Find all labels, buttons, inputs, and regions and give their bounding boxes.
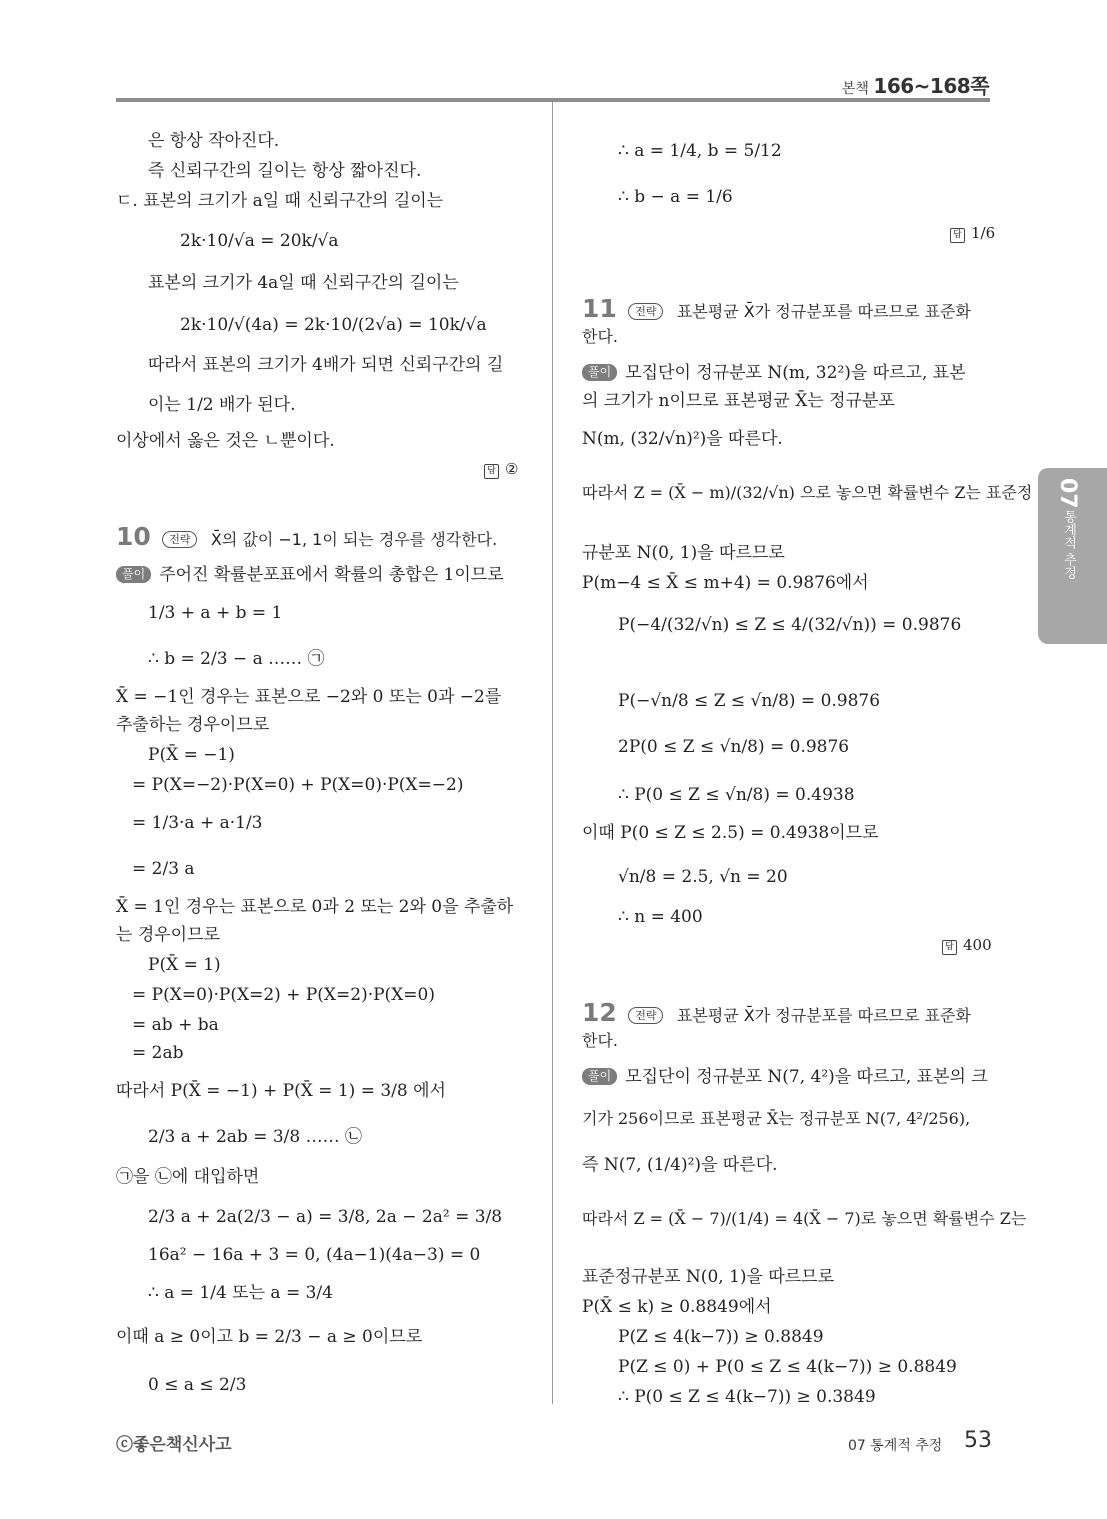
- text-line: 이상에서 옳은 것은 ㄴ뿐이다.: [116, 431, 335, 451]
- solution-line: [582, 362, 966, 384]
- formula-line: 2k·10/√(4a) = 2k·10/(2√a) = 10k/√a: [180, 315, 487, 335]
- solution-tag: 풀이: [116, 566, 151, 583]
- formula-line: 16a² − 16a + 3 = 0, (4a−1)(4a−3) = 0: [148, 1245, 481, 1265]
- header-book-ref-prefix: 본책: [841, 81, 869, 97]
- problem-11-number: 11: [582, 294, 617, 323]
- answer-box-icon: 답: [950, 228, 965, 243]
- text-line: 표준정규분포 N(0, 1)을 따르므로: [582, 1267, 835, 1287]
- chapter-side-tab-number: 07: [1055, 478, 1080, 509]
- answer-11-value: 400: [963, 936, 992, 954]
- text-line: 즉 신뢰구간의 길이는 항상 짧아진다.: [148, 161, 422, 181]
- formula-line: ∴ b − a = 1/6: [618, 187, 733, 207]
- problem-12-strategy-cont: 한다.: [582, 1031, 618, 1050]
- problem-11-strategy: 표본평균 X̄가 정규분포를 따르므로 표준화: [676, 302, 971, 321]
- solution-tag: 풀이: [582, 364, 617, 381]
- answer-9-value: ②: [505, 460, 519, 478]
- formula-line: ∴ P(0 ≤ Z ≤ √n/8) = 0.4938: [618, 785, 855, 805]
- problem-10-number: 10: [116, 522, 151, 551]
- solution-text: 주어진 확률분포표에서 확률의 총합은 1이므로: [159, 565, 504, 585]
- solution-text: 모집단이 정규분포 N(m, 32²)을 따르고, 표본: [625, 363, 966, 383]
- formula-line: P(−√n/8 ≤ Z ≤ √n/8) = 0.9876: [618, 691, 881, 711]
- formula-line: ∴ n = 400: [618, 907, 703, 927]
- formula-line: P(X̄ = −1): [148, 745, 235, 765]
- formula-line: P(Z ≤ 0) + P(0 ≤ Z ≤ 4(k−7)) ≥ 0.8849: [618, 1357, 957, 1377]
- formula-line: ∴ a = 1/4 또는 a = 3/4: [148, 1283, 333, 1303]
- formula-line: 1/3 + a + b = 1: [148, 603, 283, 623]
- text-line: 는 경우이므로: [116, 925, 220, 945]
- publisher-logo: ⓒ좋은책신사고: [116, 1435, 232, 1455]
- problem-10-heading: [116, 522, 498, 551]
- problem-10-strategy: X̄의 값이 −1, 1이 되는 경우를 생각한다.: [210, 530, 498, 549]
- header-rule: [116, 98, 990, 102]
- text-line: ㄷ. 표본의 크기가 a일 때 신뢰구간의 길이는: [116, 191, 444, 211]
- formula-line: P(m−4 ≤ X̄ ≤ m+4) = 0.9876에서: [582, 573, 869, 593]
- column-divider: [552, 102, 553, 1404]
- formula-line: P(X̄ ≤ k) ≥ 0.8849에서: [582, 1297, 772, 1317]
- header-book-ref: [842, 70, 989, 99]
- strategy-tag: 전략: [628, 303, 663, 320]
- chapter-side-tab: [1038, 468, 1107, 644]
- text-line: ㉠을 ㉡에 대입하면: [116, 1167, 260, 1187]
- chapter-side-tab-label: 통계적 추정: [1061, 510, 1076, 580]
- formula-line: P(−4/(32/√n) ≤ Z ≤ 4/(32/√n)) = 0.9876: [618, 615, 962, 635]
- text-line: X̄ = −1인 경우는 표본으로 −2와 0 또는 0과 −2를: [116, 687, 502, 707]
- answer-box-icon: 답: [484, 464, 499, 479]
- text-line: X̄ = 1인 경우는 표본으로 0과 2 또는 2와 0을 추출하: [116, 897, 514, 917]
- text-line: 의 크기가 n이므로 표본평균 X̄는 정규분포: [582, 391, 895, 411]
- text-line: 표본의 크기가 4a일 때 신뢰구간의 길이는: [148, 273, 459, 293]
- formula-line: 2P(0 ≤ Z ≤ √n/8) = 0.9876: [618, 737, 850, 757]
- solution-tag: 풀이: [582, 1068, 617, 1085]
- text-line: 따라서 표본의 크기가 4배가 되면 신뢰구간의 길: [148, 355, 504, 375]
- formula-line: 따라서 Z = (X̄ − m)/(32/√n) 으로 놓으면 확률변수 Z는 표준정: [582, 483, 1033, 502]
- formula-line: 2/3 a + 2ab = 3/8 …… ㉡: [148, 1127, 363, 1147]
- strategy-tag: 전략: [628, 1007, 663, 1024]
- formula-line: = 2ab: [132, 1043, 184, 1063]
- page-number: 53: [964, 1428, 992, 1453]
- answer-9: [484, 460, 518, 479]
- formula-line: = 2/3 a: [132, 859, 195, 879]
- solution-line: [582, 1066, 988, 1088]
- answer-10-value: 1/6: [971, 224, 996, 242]
- formula-line: N(m, (32/√n)²)을 따른다.: [582, 429, 783, 449]
- formula-line: P(X̄ = 1): [148, 955, 221, 975]
- formula-line: 2k·10/√a = 20k/√a: [180, 231, 339, 251]
- text-line: 이때 a ≥ 0이고 b = 2/3 − a ≥ 0이므로: [116, 1327, 423, 1347]
- problem-11-heading: [582, 294, 971, 323]
- problem-12-strategy: 표본평균 X̄가 정규분포를 따르므로 표준화: [676, 1006, 971, 1025]
- formula-line: 따라서 Z = (X̄ − 7)/(1/4) = 4(X̄ − 7)로 놓으면 확률변수 Z는: [582, 1209, 1027, 1228]
- problem-12-heading: [582, 998, 971, 1027]
- text-line: 이는 1/2 배가 된다.: [148, 395, 296, 415]
- answer-11: [942, 936, 992, 955]
- answer-10: [950, 224, 995, 243]
- text-line: 기가 256이므로 표본평균 X̄는 정규분포 N(7, 4²/256),: [582, 1109, 971, 1128]
- formula-line: = ab + ba: [132, 1015, 219, 1035]
- formula-line: √n/8 = 2.5, √n = 20: [618, 867, 788, 887]
- formula-line: = P(X=−2)·P(X=0) + P(X=0)·P(X=−2): [132, 775, 464, 795]
- text-line: 따라서 P(X̄ = −1) + P(X̄ = 1) = 3/8 에서: [116, 1081, 446, 1101]
- formula-line: 즉 N(7, (1/4)²)을 따른다.: [582, 1155, 778, 1175]
- solution-text: 모집단이 정규분포 N(7, 4²)을 따르고, 표본의 크: [625, 1067, 988, 1087]
- text-line: 규분포 N(0, 1)을 따르므로: [582, 543, 785, 563]
- answer-box-icon: 답: [942, 940, 957, 955]
- strategy-tag: 전략: [162, 531, 197, 548]
- formula-line: = P(X=0)·P(X=2) + P(X=2)·P(X=0): [132, 985, 435, 1005]
- text-line: 추출하는 경우이므로: [116, 715, 270, 735]
- text-line: 이때 P(0 ≤ Z ≤ 2.5) = 0.4938이므로: [582, 823, 879, 843]
- formula-line: ∴ a = 1/4, b = 5/12: [618, 141, 782, 161]
- formula-line: 2/3 a + 2a(2/3 − a) = 3/8, 2a − 2a² = 3/8: [148, 1207, 503, 1227]
- header-book-ref-pages: 166~168쪽: [873, 74, 989, 98]
- formula-line: ∴ b = 2/3 − a …… ㉠: [148, 649, 325, 669]
- formula-line: ∴ P(0 ≤ Z ≤ 4(k−7)) ≥ 0.3849: [618, 1387, 876, 1407]
- text-line: 은 항상 작아진다.: [148, 131, 280, 151]
- problem-12-number: 12: [582, 998, 617, 1027]
- solution-line: [116, 564, 504, 586]
- footer-chapter: 07 통계적 추정: [848, 1438, 943, 1454]
- problem-11-strategy-cont: 한다.: [582, 327, 618, 346]
- formula-line: P(Z ≤ 4(k−7)) ≥ 0.8849: [618, 1327, 824, 1347]
- formula-line: = 1/3·a + a·1/3: [132, 813, 263, 833]
- formula-line: 0 ≤ a ≤ 2/3: [148, 1375, 247, 1395]
